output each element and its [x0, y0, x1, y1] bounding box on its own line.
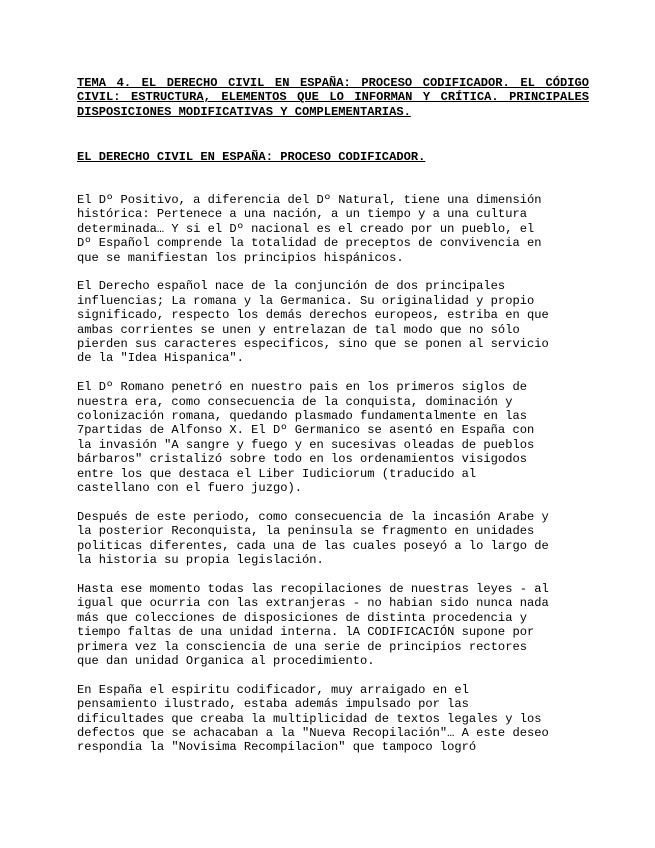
document-title: TEMA 4. EL DERECHO CIVIL EN ESPAÑA: PROCESO CODIFICADOR. EL CÓDIGO CIVIL: ESTRUCTURA, ELEMENTOS QUE LO INFORMAN Y CRÍTICA. PRINCIPALES DISPOSICIONES MODIFICATIVAS Y COMPLEMENTARIAS.: [77, 76, 589, 119]
paragraph: Después de este periodo, como consecuencia de la incasión Arabe y la posterior Reconquista, la peninsula se fragmento en unidades politicas diferentes, cada una de las cuales poseyó a lo largo de la historia su propia legislación.: [77, 509, 549, 568]
paragraph: En España el espiritu codificador, muy arraigado en el pensamiento ilustrado, estaba además impulsado por las dificultades que creaba la multiplicidad de textos legales y los defectos que se achacaban a la "Nueva Recopilación"… A este deseo respondia la "Novisima Recompilacion" que tampoco logró: [77, 682, 549, 755]
section-heading: EL DERECHO CIVIL EN ESPAÑA: PROCESO CODIFICADOR.: [77, 150, 426, 164]
paragraph: Hasta ese momento todas las recopilaciones de nuestras leyes - al igual que ocurria con las extranjeras - no habian sido nunca nada más que colecciones de disposiciones de distinta procedencia y tiempo faltas de una unidad interna. lA CODIFICACIÓN supone por primera vez la consciencia de una serie de principios rectores que dan unidad Organica al procedimiento.: [77, 581, 549, 668]
document-body: [77, 193, 589, 769]
paragraph: El Derecho español nace de la conjunción de dos principales influencias; La romana y la Germanica. Su originalidad y propio significado, respecto los demás derechos europeos, estriba en que ambas corrientes se unen y entrelazan de tal modo que no sólo pierden sus caracteres especificos, sino que se ponen al servicio de la "Idea Hispanica".: [77, 279, 549, 366]
paragraph: El Dº Romano penetró en nuestro pais en los primeros siglos de nuestra era, como consecuencia de la conquista, dominación y colonización romana, quedando plasmado fundamentalmente en las 7partidas de Alfonso X. El Dº Germanico se asentó en España con la invasión "A sangre y fuego y en sucesivas oleadas de pueblos bárbaros" cristalizó sobre todo en los ordenamientos visigodos entre los que destaca el Liber Iudiciorum (traducido al castellano con el fuero juzgo).: [77, 380, 535, 496]
paragraph: El Dº Positivo, a diferencia del Dº Natural, tiene una dimensión histórica: Pertenece a una nación, a un tiempo y a una cultura determinada… Y si el Dº nacional es el creado por un pueblo, el Dº Español comprende la totalidad de preceptos de convivencia en que se manifiestan los principios hispánicos.: [77, 193, 542, 265]
